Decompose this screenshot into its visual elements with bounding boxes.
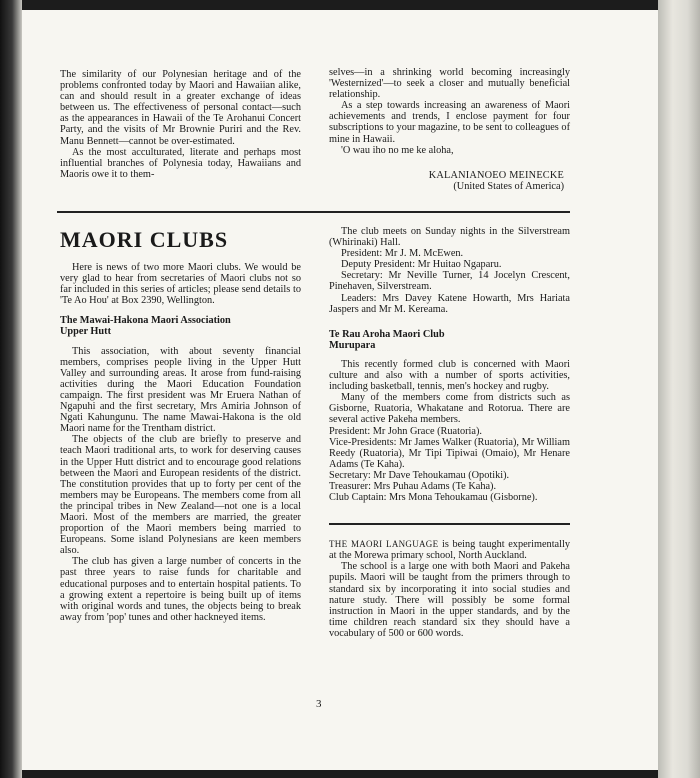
letter-closing: 'O wau iho no me ke aloha,	[341, 144, 454, 156]
letter-signature-country: (United States of America)	[453, 180, 564, 192]
club-heading	[60, 315, 301, 337]
section-divider	[57, 211, 570, 213]
club-name: The Mawai-Hakona Maori Association	[60, 315, 231, 327]
letter-paragraph: As a step towards increasing an awareness of Maori achievements and trends, I enclose payment for four subscriptions to your magazine, to be sent to colleagues of mine in Hawaii.	[329, 100, 570, 145]
club-paragraph: The club has given a large number of concerts in the past three years to raise funds for charitable and educational purposes and to entertain hospital patients. To a growing extent a repertoire is being built up of items with original words and tunes, the objects being to break away from 'pop' tunes and other hackneyed items.	[60, 556, 301, 623]
note-divider	[329, 523, 570, 525]
clubs-right-column	[329, 226, 570, 639]
letter-paragraph: selves—in a shrinking world becoming increasingly 'Westernized'—to seek a closer and mutually beneficial relationship.	[329, 67, 570, 101]
club-officer: Secretary: Mr Neville Turner, 14 Jocelyn Crescent, Pinehaven, Silverstream.	[329, 270, 570, 293]
club-paragraph: The objects of the club are briefly to preserve and teach Maori traditional arts, to work for deserving causes in the Upper Hutt district and to encourage good relations between the Maori and European residents of the district. The constitution provides that up to forty per cent of the members may be Europeans. The members come from all the principal tribes in New Zealand—not one is a local Maori. Most of the members are married, the greater proportion of the Maori members being married to Europeans. Some island Polynesians are keen members also.	[60, 434, 301, 557]
club-paragraph: Many of the members come from districts such as Gisborne, Ruatoria, Whakatane and Rotorua. There are several active Pakeha members.	[329, 392, 570, 426]
section-heading: MAORI CLUBS	[60, 227, 229, 252]
club-heading	[329, 329, 570, 351]
facing-page-edge	[658, 0, 700, 778]
club-name: Te Rau Aroha Maori Club	[329, 328, 445, 340]
club-officer: President: Mr John Grace (Ruatoria).	[329, 425, 482, 437]
club-officer: Deputy President: Mr Huitao Ngaparu.	[341, 259, 502, 271]
club-officer: Secretary: Mr Dave Tehoukamau (Opotiki).	[329, 469, 510, 481]
club-officer: Leaders: Mrs Davey Katene Howarth, Mrs Hariata Jaspers and Mr M. Kereama.	[329, 292, 570, 315]
club-paragraph: The club meets on Sunday nights in the Silverstream (Whirinaki) Hall.	[329, 226, 570, 249]
letter-paragraph: The similarity of our Polynesian heritage and of the problems confronted today by Maori and Hawaiian alike, can and should result in a greater exchange of ideas between us. The effectiveness of personal contact—such as the appearances in Hawaii of the Te Arohanui Concert Party, and the visits of Mr Brownie Puriri and the Rev. Manu Bennett—cannot be over-estimated.	[60, 69, 301, 147]
clubs-intro: Here is news of two more Maori clubs. We would be very glad to hear from secretaries of Maori clubs not so far included in this series of articles; please send details to 'Te Ao Hou' at Box 2390, Wellington.	[60, 262, 301, 307]
letter-signature-name: KALANIANOEO MEINECKE	[428, 169, 564, 181]
letter-left-column	[60, 69, 301, 180]
club-officer: Vice-Presidents: Mr James Walker (Ruatoria), Mr William Reedy (Ruatoria), Mr Tipi Tipiwai (Omaio), Mr Henare Adams (Te Kaha).	[329, 436, 570, 470]
language-note-text: is being taught experimentally at the Morewa primary school, North Auckland.	[329, 539, 570, 562]
clubs-left-column	[60, 262, 301, 623]
book-gutter	[0, 0, 22, 778]
letter-paragraph: As the most acculturated, literate and perhaps most influential branches of Polynesia today, Hawaiians and Maoris owe it to them-	[60, 146, 301, 180]
club-officer: Club Captain: Mrs Mona Tehoukamau (Gisborne).	[329, 492, 538, 504]
club-officer: President: Mr J. M. McEwen.	[341, 248, 464, 260]
club-place: Upper Hutt	[60, 326, 112, 338]
letter-right-column	[329, 67, 570, 192]
page-number: 3	[316, 698, 322, 710]
language-note-paragraph: The school is a large one with both Maori and Pakeha pupils. Maori will be taught from the primers through to standard six by incorporating it into social studies and nature study. There will possibly be some formal instruction in Maori in the upper standards, and by the time children reach standard six they should have a vocabulary of 500 or 600 words.	[329, 561, 570, 639]
language-note-lead: THE MAORI LANGUAGE	[329, 539, 439, 550]
club-officer: Treasurer: Mrs Puhau Adams (Te Kaha).	[329, 480, 497, 492]
language-note-paragraph	[329, 539, 570, 561]
club-paragraph: This association, with about seventy financial members, comprises people living in the Upper Hutt Valley and surrounding areas. It arose from fund-raising activities during the Maori Education Foundation campaign. The first president was Mr Eruera Nathan of Ngapuhi and the first secretary, Mrs Amiria Johnson of Ngati Kahungunu. The name Mawai-Hakona is the old Maori name for the Trentham district.	[60, 345, 301, 435]
club-place: Murupara	[329, 339, 376, 351]
club-paragraph: This recently formed club is concerned with Maori culture and also with a number of sports activities, including basketball, tennis, men's hockey and rugby.	[329, 358, 570, 393]
